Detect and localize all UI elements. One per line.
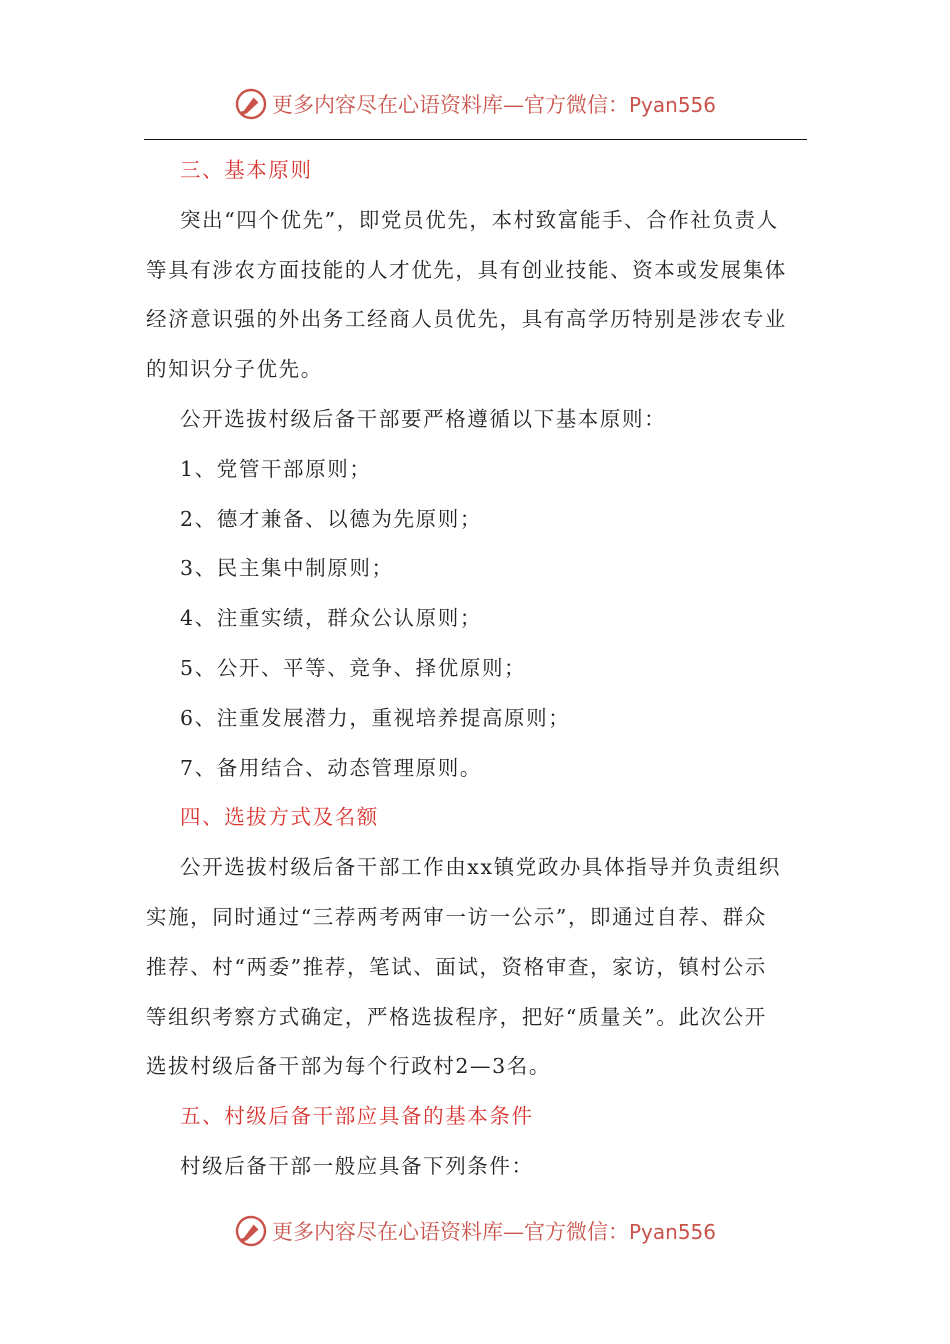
list-item: 4、注重实绩，群众公认原则； <box>180 606 482 631</box>
list-item: 6、注重发展潜力，重视培养提高原则； <box>180 705 571 730</box>
paragraph-line: 选拔村级后备干部为每个行政村2—3名。 <box>146 1054 551 1079</box>
section-heading: 五、村级后备干部应具备的基本条件 <box>180 1104 534 1129</box>
paragraph-line: 公开选拔村级后备干部要严格遵循以下基本原则： <box>180 406 667 431</box>
section-heading: 四、选拔方式及名额 <box>180 805 379 830</box>
header-banner <box>0 84 950 124</box>
paragraph-line: 等组织考察方式确定，严格选拔程序，把好“质量关”。此次公开 <box>146 1004 767 1029</box>
list-item: 2、德才兼备、以德为先原则； <box>180 506 482 531</box>
footer-banner <box>0 1211 950 1251</box>
paragraph-line: 的知识分子优先。 <box>146 357 323 382</box>
pen-nib-logo <box>234 87 268 121</box>
pen-nib-logo <box>234 1214 268 1248</box>
list-item: 1、党管干部原则； <box>180 456 372 481</box>
paragraph-line: 推荐、村“两委”推荐，笔试、面试，资格审查，家访，镇村公示 <box>146 954 767 979</box>
banner-account: Pyan556 <box>628 93 716 117</box>
section-heading: 三、基本原则 <box>180 158 313 182</box>
paragraph-line: 公开选拔村级后备干部工作由xx镇党政办具体指导并负责组织 <box>180 855 781 880</box>
header-divider <box>144 139 807 140</box>
list-item: 3、民主集中制原则； <box>180 556 394 581</box>
paragraph-line: 等具有涉农方面技能的人才优先，具有创业技能、资本或发展集体 <box>146 257 787 282</box>
banner-account: Pyan556 <box>628 1220 716 1244</box>
document-body <box>146 146 810 1192</box>
paragraph-line: 村级后备干部一般应具备下列条件： <box>180 1153 534 1178</box>
banner-text <box>272 89 716 119</box>
paragraph-line: 经济意识强的外出务工经商人员优先，具有高学历特别是涉农专业 <box>146 307 787 332</box>
banner-message: 更多内容尽在心语资料库—官方微信： <box>271 1220 629 1244</box>
paragraph-line: 突出“四个优先”，即党员优先，本村致富能手、合作社负责人 <box>180 207 779 232</box>
list-item: 7、备用结合、动态管理原则。 <box>180 755 482 780</box>
paragraph-line: 实施，同时通过“三荐两考两审一访一公示”，即通过自荐、群众 <box>146 904 767 929</box>
list-item: 5、公开、平等、竞争、择优原则； <box>180 655 527 680</box>
banner-message: 更多内容尽在心语资料库—官方微信： <box>271 93 629 117</box>
banner-text <box>272 1216 716 1246</box>
